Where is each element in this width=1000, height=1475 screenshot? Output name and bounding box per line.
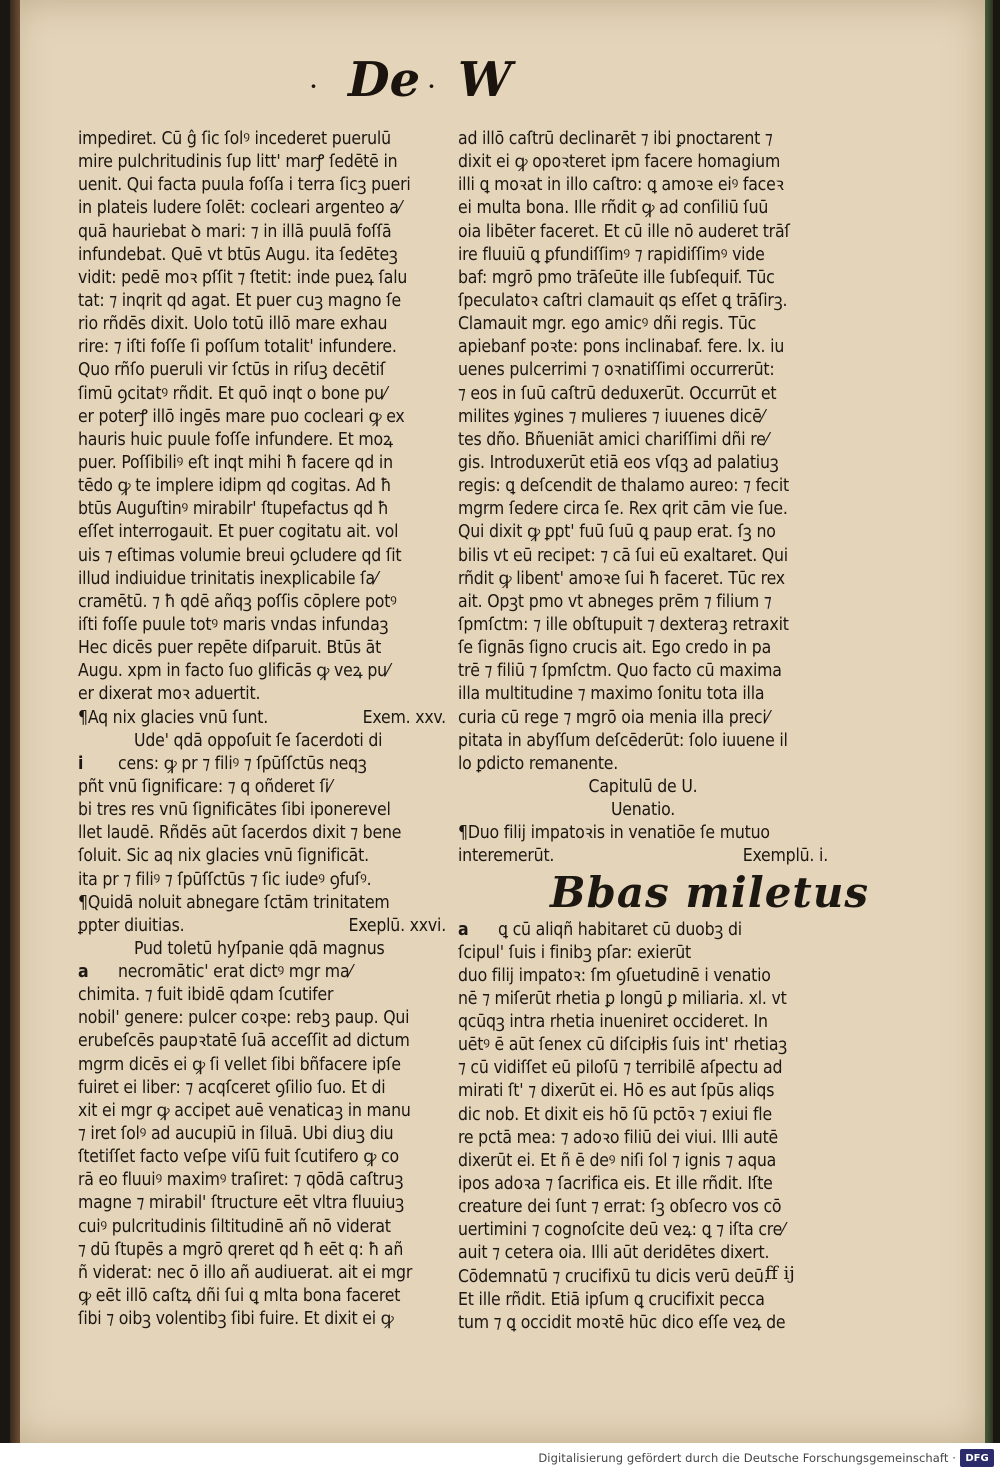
text-line: ipos adoꝛa ⁊ ſacrifica eis. Et ille rñdit. Iſte (458, 1174, 773, 1195)
text-line: oia libēter faceret. Et cū ille nō auderet trāſ (458, 221, 790, 242)
text-line: rñdit ꝙ libent' amoꝛe ſui ħ faceret. Tūc rex (458, 568, 785, 589)
text-line: Et ille rñdit. Etiā ipſum ꝗ crucifixit pecca (458, 1289, 765, 1310)
text-line: ſcipul' ſuis i finibꝫ pſar: exierūt (458, 942, 691, 963)
text-line: hauris huic puule foſſe infundere. Et moꝝ (78, 429, 393, 450)
guide-letter: a (78, 962, 89, 983)
text-line: cens: ꝙ pr ⁊ filiꝰ ⁊ ſpūſſctūs neqꝫ (118, 753, 367, 774)
text-line: mire pulchritudinis ſup litt' marꝭ ſedētē in (78, 152, 398, 173)
text-line: trē ⁊ filiū ⁊ ſpmſctm. Quo facto cū maxima (458, 661, 782, 682)
text-line: ire fluuiū ꝗ ꝑfundiſſimꝰ ⁊ rapidiſſimꝰ vide (458, 244, 765, 265)
text-line: ꝙ eēt illō caſtꝝ dñi ſui ꝗ mlta bona faceret (78, 1286, 401, 1307)
text-line: bi tres res vnū ſignificātes ſibi iponerevel (78, 800, 391, 821)
text-line: ¶Duo filij impatoꝛis in venatiōe ſe mutuo (458, 823, 770, 844)
text-line: dixit ei ꝙ opoꝛteret ipm facere homagium (458, 152, 781, 173)
text-line: uētꝰ ē aūt ſenex cū diſcipłis ſuis int' rhetiaꝫ (458, 1035, 788, 1056)
page-edge (985, 0, 993, 1443)
text-line: mgrm dicēs ei ꝙ ſi vellet ſibi bñfacere ipſe (78, 1054, 401, 1075)
exemplum-title: ¶Aq nix glacies vnū ſunt. (78, 707, 269, 728)
text-line: ⁊ iret ſolꝰ ad aucupiū in ſiluā. Ubi diuꝫ diu (78, 1124, 394, 1145)
text-line: qcūqꝫ intra rhetia inueniret occideret. In (458, 1012, 768, 1033)
text-line: bilis vt eū recipet: ⁊ cā ſui eū exaltaret. Qui (458, 545, 788, 566)
text-line: ⁊ dū ſtupēs a mgrō qreret qd ħ eēt q: ħ añ (78, 1239, 404, 1260)
left-text-column (78, 128, 446, 1331)
text-line: ⁊ eos in ſuū caſtrū deduxerūt. Occurrūt et (458, 383, 777, 404)
text-line: in plateis ludere ſolēt: cocleari argenteo a⁄ (78, 198, 402, 219)
text-line: ſpeculatoꝛ caſtri clamauit qs eſſet ꝗ trāſirꝫ. (458, 290, 788, 311)
text-line: duo filij impatoꝛ: ſm ꝯſuetudinē i venatio (458, 965, 771, 986)
binding-edge (10, 0, 20, 1443)
exemplum-number: Exem. xxv. (362, 707, 446, 728)
text-line: Quo rñſo pueruli vir ſctūs in riſuꝫ decētiſ (78, 360, 386, 381)
running-header (310, 52, 570, 112)
text-line: er dixerat moꝛ aduertit. (78, 684, 261, 705)
exemplum-number: Exeplū. xxvi. (348, 915, 446, 936)
text-line: ſimū ꝯcitatꝰ rñdit. Et quō inqt o bone pu⁄ (78, 383, 387, 404)
text-line: Augu. xpm in facto ſuo glificās ꝙ veꝝ pu⁄ (78, 661, 390, 682)
exemplum-title: ꝑpter diuitias. (78, 915, 185, 936)
text-line: regis: ꝗ deſcendit de thalamo aureo: ⁊ fecit (458, 476, 790, 497)
exemplum-heading (78, 707, 446, 730)
text-line: baf: mgrō pmo trāſeūte ille ſubſequif. Tūc (458, 267, 775, 288)
dfg-logo-icon: DFG (960, 1449, 994, 1467)
text-line: uenit. Qui facta puula foſſa i terra ſicꝫ pueri (78, 175, 411, 196)
text-line: Qui dixit ꝙ ꝑpt' fuū ſuū ꝗ paup erat. ſꝫ no (458, 522, 776, 543)
text-line: necromātic' erat dictꝰ mgr ma⁄ (118, 962, 352, 983)
text-line: ¶Quidā noluit abnegare ſctām trinitatem (78, 892, 390, 913)
text-line: ita pr ⁊ filiꝰ ⁊ ſpūſſctūs ⁊ ſic iudeꝰ ꝯfuſꝰ. (78, 869, 372, 890)
header-dot-left: · (310, 74, 317, 98)
text-line: ſibi ⁊ oibꝫ volentibꝫ ſibi fuire. Et dixit ei ꝙ (78, 1309, 394, 1330)
text-line: tat: ⁊ inqrit qd agat. Et puer cuꝫ magno ſe (78, 290, 401, 311)
header-word-de: De (348, 52, 421, 108)
right-text-column (458, 128, 870, 1335)
text-line: ei multa bona. Ille rñdit ꝙ ad conſiliū ſuū (458, 198, 769, 219)
text-line: gis. Introduxerūt etiā eos vſqꝫ ad palatiuꝫ (458, 452, 779, 473)
exemplum-title: interemerūt. (458, 846, 555, 867)
exemplum-number: Exemplū. i. (742, 846, 828, 867)
text-line-with-initial (78, 961, 446, 984)
rubric-heading: Bbas miletus (550, 867, 870, 917)
text-line: re pctā mea: ⁊ adoꝛo filiū dei viui. Illi autē (458, 1127, 779, 1148)
text-line: illud indiuidue trinitatis inexplicabile ſa⁄ (78, 568, 378, 589)
book-page (10, 0, 985, 1443)
text-line: rā eo fluuiꝰ maximꝰ traſiret: ⁊ qōdā caſtruꝫ (78, 1170, 404, 1191)
text-line: ſe ſignās ſigno crucis ait. Ego credo in pa (458, 638, 772, 659)
exemplum-heading (458, 845, 828, 868)
text-line: nobil' genere: pulcer coꝛpe: rebꝫ paup. Qui (78, 1008, 410, 1029)
text-line: chimita. ⁊ fuit ibidē qdam ſcutifer (78, 985, 334, 1006)
header-letter: W (458, 52, 512, 108)
text-line: cramētū. ⁊ ħ qdē añqꝫ poſſis cōplere potꝰ (78, 591, 397, 612)
text-line: tum ⁊ ꝗ occidit moꝛtē hūc dico eſſe veꝝ de (458, 1312, 786, 1333)
header-dot-mid: · (428, 74, 435, 98)
text-line: ñ viderat: nec ō illo añ audiuerat. ait ei mgr (78, 1262, 413, 1283)
text-line: milites ꝟgines ⁊ mulieres ⁊ iuuenes dicē⁄ (458, 406, 764, 427)
text-line-with-initial (78, 753, 446, 776)
text-line: mgrm ſedere circa ſe. Rex qrit cām vie ſue. (458, 499, 788, 520)
chapter-title: Capitulū de U. (588, 776, 698, 797)
text-line: ꝗ cū aliqñ habitaret cū duobꝫ di (498, 919, 742, 940)
text-line: apiebanf poꝛte: pons inclinabaf. fere. lx. iu (458, 337, 785, 358)
text-line: nē ⁊ miſerūt rhetia ꝑ longū ꝑ miliaria. xl. vt (458, 988, 787, 1009)
text-line: tēdo ꝙ te implere idipm qd cogitas. Ad ħ (78, 476, 392, 497)
exemplum-heading (78, 915, 446, 938)
footer-bar (0, 1443, 1000, 1475)
text-line: Hec dicēs puer repēte diſparuit. Btūs āt (78, 638, 382, 659)
text-line: erubeſcēs paupꝛtatē ſuā acceſſit ad dictum (78, 1031, 410, 1052)
text-line: dic nob. Et dixit eis hō ſū pctōꝛ ⁊ exiui fle (458, 1104, 772, 1125)
signature-mark: ff ij (765, 1263, 795, 1284)
text-line: curia cū rege ⁊ mgrō oia menia illa preci⁄ (458, 707, 769, 728)
funding-credit: Digitalisierung gefördert durch die Deutsche Forschungsgemeinschaft · (538, 1451, 956, 1465)
text-line: creature dei ſunt ⁊ errat: ſꝫ obſecro vos cō (458, 1197, 782, 1218)
text-line: magne ⁊ mirabil' ſtructure eēt vltra fluuiuꝫ (78, 1193, 405, 1214)
text-line: auit ⁊ cetera oia. Illi aūt deridētes dixert. (458, 1243, 770, 1264)
text-line: cuiꝰ pulcritudinis ſiltitudinē añ nō viderat (78, 1216, 391, 1237)
text-line: mirati ſt' ⁊ dixerūt ei. Hō es aut ſpūs aliqs (458, 1081, 775, 1102)
guide-letter: a (458, 919, 469, 940)
text-line: ad illō caſtrū declinarēt ⁊ ibi ꝑnoctarent ⁊ (458, 129, 773, 149)
text-line: Cōdemnatū ⁊ crucifixū tu dicis verū deū. (458, 1266, 769, 1287)
text-line: illa multitudine ⁊ maximo ſonitu tota illa (458, 684, 765, 705)
text-line-with-initial (458, 919, 828, 942)
text-line: illi ꝗ moꝛat in illo caſtro: ꝗ amoꝛe eiꝰ faceꝛ (458, 175, 784, 196)
text-line: rire: ⁊ iſti foſſe ſi poſſum totalit' infundere. (78, 337, 397, 358)
text-line: puer. Poſſibiliꝰ eſt inqt mihi ħ facere qd in (78, 452, 393, 473)
text-line: Pud toletū hyſpanie qdā magnus (134, 938, 385, 959)
text-line: dixerūt ei. Et ñ ē deꝰ niſi ſol ⁊ ignis ⁊ aqua (458, 1150, 777, 1171)
text-line: uertimini ⁊ cognoſcite deū veꝝ: ꝗ ⁊ iſta cre⁄ (458, 1220, 785, 1241)
text-line: fuiret ei liber: ⁊ acqſceret ꝯſilio ſuo. Et di (78, 1077, 386, 1098)
text-line: ſoluit. Sic aq nix glacies vnū ſignificāt. (78, 846, 369, 867)
text-line: uenes pulcerrimi ⁊ oꝛnatiſſimi occurrerūt: (458, 360, 775, 381)
text-line: ſtetiſſet facto veſpe viſū fuit ſcutifero ꝙ co (78, 1147, 399, 1168)
text-line: llet laudē. Rñdēs aūt ſacerdos dixit ⁊ bene (78, 823, 402, 844)
text-line: xit ei mgr ꝙ accipet auē venaticaꝫ in manu (78, 1100, 411, 1121)
text-line: ſpmſctm: ⁊ ille obſtupuit ⁊ dexteraꝫ retraxit (458, 614, 789, 635)
text-line: rio rñdēs dixit. Uolo totū illō mare exhau (78, 314, 388, 335)
text-line: Ude' qdā oppoſuit ſe ſacerdoti di (134, 730, 383, 751)
text-line: pitata in abyſſum deſcēderūt: ſolo iuuene il (458, 730, 788, 751)
text-line: uis ⁊ eſtimas volumie breui ꝯcludere qd ſit (78, 545, 402, 566)
guide-letter: i (78, 753, 84, 774)
text-line: eſſet interrogauit. Et puer cogitatu ait. vol (78, 522, 399, 543)
text-line: ⁊ cū vidiſſet eū piloſū ⁊ terribilē aſpectu ad (458, 1058, 783, 1079)
text-line: Clamauit mgr. ego amicꝰ dñi regis. Tūc (458, 314, 757, 335)
text-line: impediret. Cū ĝ ſic ſolꝰ incederet puerulū (78, 129, 391, 149)
text-line: btūs Auguſtinꝰ mirabilr' ſtupefactus qd ħ (78, 499, 389, 520)
text-line: er poterꝭ illō ingēs mare puo cocleari ꝙ ex (78, 406, 405, 427)
text-line: infundebat. Quē vt btūs Augu. ita ſedēteꝫ (78, 244, 398, 265)
text-line: iſti foſſe puule totꝰ maris vndas infundaꝫ (78, 614, 389, 635)
text-line: pñt vnū ſignificare: ⁊ q oñderet ſi⁄ (78, 776, 332, 797)
text-line: ait. Opꝫt pmo vt abneges prēm ⁊ filium ⁊ (458, 591, 772, 612)
text-line: tes dño. Bñueniāt amici chariſſimi dñi re⁄ (458, 429, 769, 450)
text-line: quā hauriebat ꝺ mari: ⁊ in illā puulā foſſā (78, 221, 392, 242)
chapter-subtitle: Uenatio. (610, 800, 676, 821)
text-line: vidit: pedē moꝛ pſſit ⁊ ſtetit: inde pueꝝ ſalu (78, 267, 408, 288)
text-line: lo ꝑdicto remanente. (458, 753, 619, 774)
